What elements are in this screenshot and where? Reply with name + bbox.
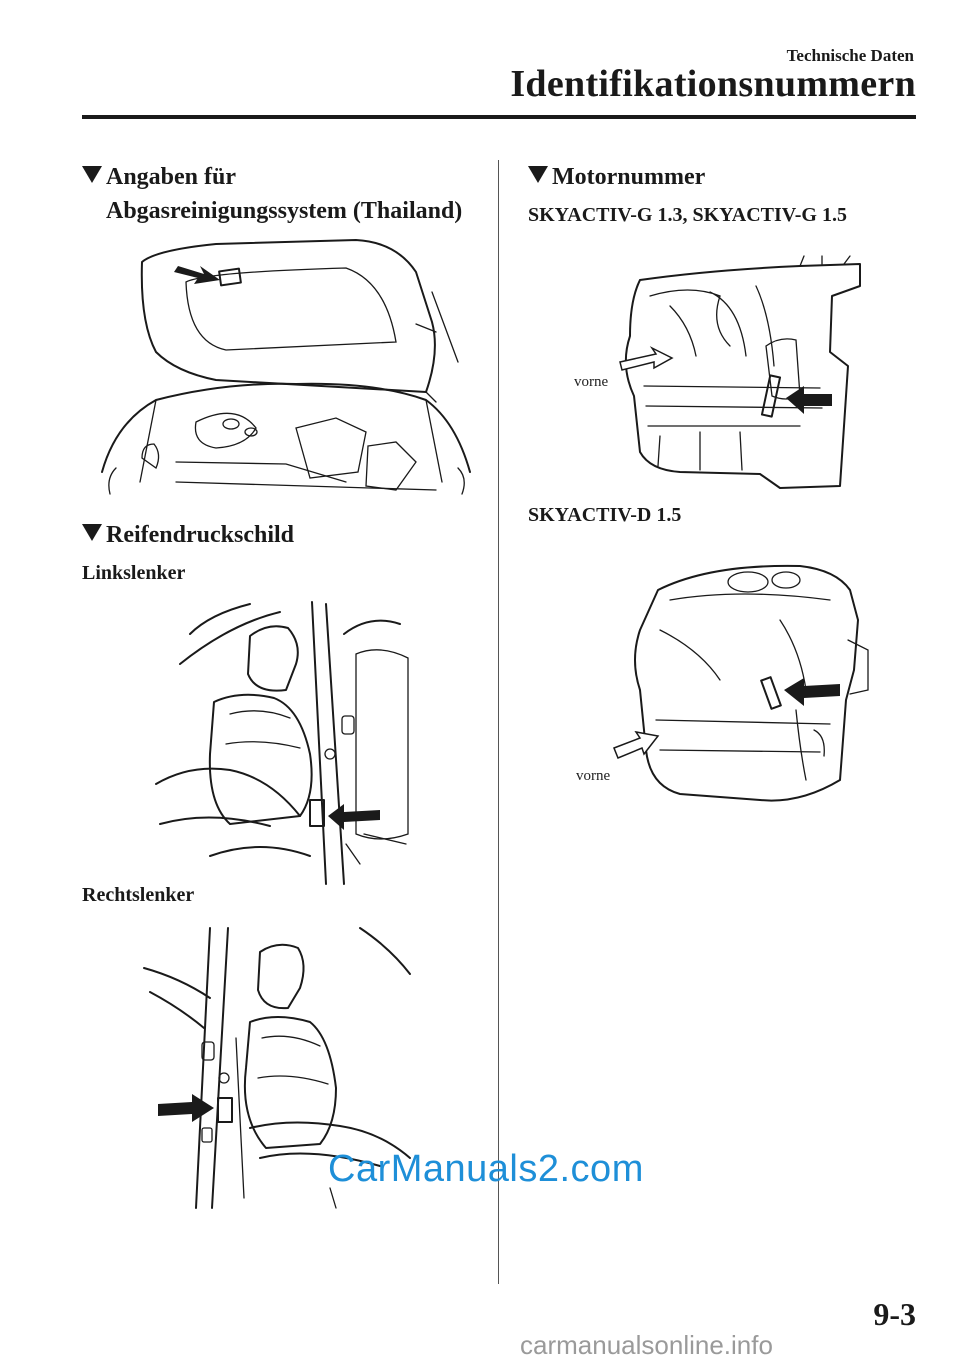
diesel-front-callout: vorne	[576, 768, 611, 784]
hood-illustration	[96, 232, 476, 512]
header-rule	[82, 115, 916, 119]
lhd-door-illustration	[150, 594, 410, 884]
engine-number-plate-icon	[762, 375, 780, 416]
watermark-secondary[interactable]: carmanualsonline.info	[520, 1330, 773, 1360]
petrol-engine-label: SKYACTIV-G 1.3, SKYACTIV-G 1.5	[528, 204, 847, 226]
tire-heading	[82, 518, 294, 552]
column-divider	[498, 160, 499, 1284]
triangle-bullet-icon	[82, 524, 102, 541]
pointer-arrow-icon	[786, 386, 832, 414]
pointer-arrow-icon	[784, 678, 840, 706]
engine-heading	[528, 160, 705, 194]
diesel-engine-label: SKYACTIV-D 1.5	[528, 504, 682, 526]
tire-label-icon	[218, 1098, 232, 1122]
engine-heading-text: Motornummer	[552, 164, 706, 190]
pointer-arrow-icon	[328, 804, 380, 830]
pointer-arrow-icon	[174, 266, 220, 284]
triangle-bullet-icon	[82, 166, 102, 183]
engine-number-plate-icon	[761, 677, 781, 709]
lhd-label: Linkslenker	[82, 562, 186, 584]
emission-heading-line1: Angaben für	[106, 164, 237, 190]
rhd-label: Rechtslenker	[82, 884, 195, 906]
emission-heading-line2: Abgasreinigungssystem (Thailand)	[106, 198, 463, 224]
section-title: Technische Daten	[786, 46, 914, 65]
front-direction-arrow-icon	[614, 732, 658, 758]
emission-heading	[82, 160, 462, 228]
tire-heading-text: Reifendruckschild	[106, 522, 295, 548]
triangle-bullet-icon	[528, 166, 548, 183]
front-direction-arrow-icon	[620, 348, 672, 370]
emission-label-icon	[219, 269, 241, 286]
diesel-engine-illustration	[600, 560, 880, 816]
pointer-arrow-icon	[158, 1094, 214, 1122]
petrol-front-callout: vorne	[574, 374, 609, 390]
page-number: 9-3	[873, 1296, 916, 1332]
page-title: Identifikationsnummern	[510, 63, 916, 105]
watermark-primary[interactable]: CarManuals2.com	[328, 1148, 644, 1190]
